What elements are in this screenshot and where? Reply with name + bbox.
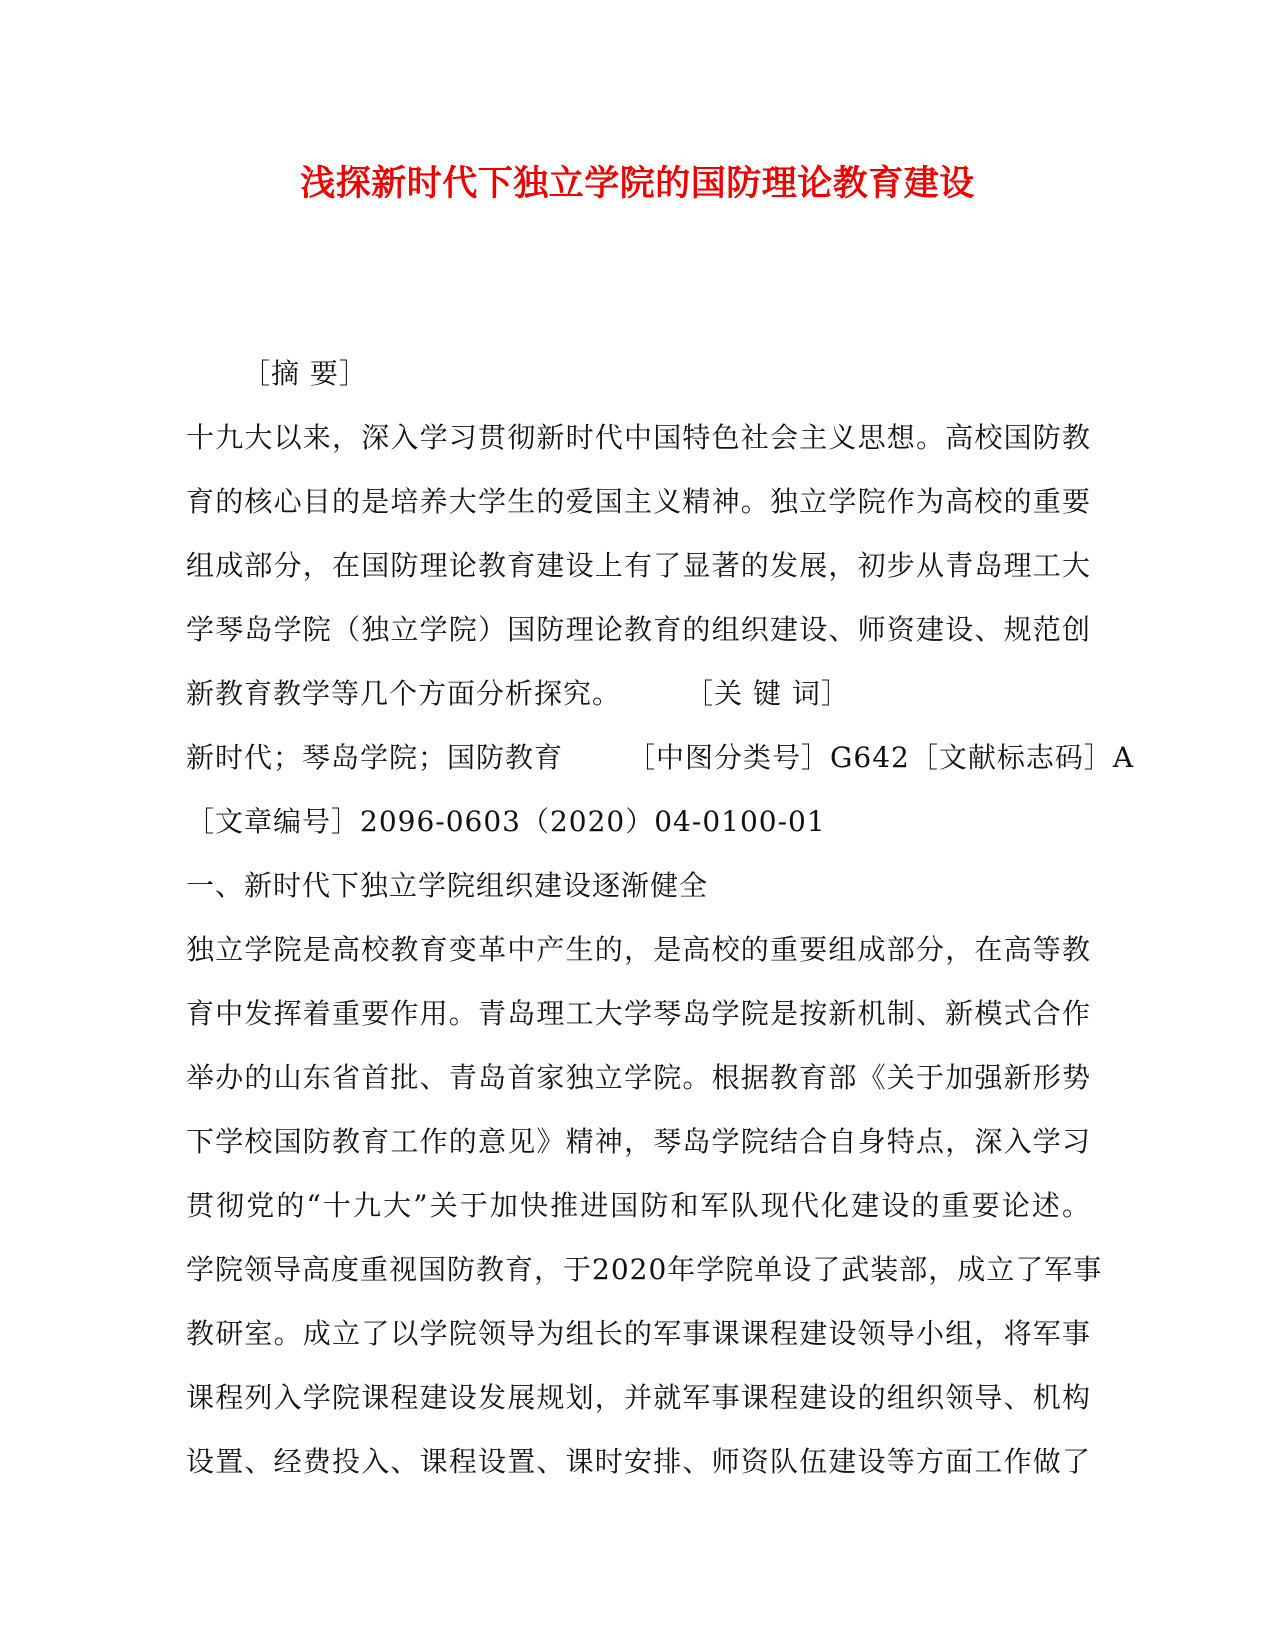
keywords-heading: ［关 键 词］ bbox=[685, 677, 850, 710]
paragraph-line: 育中发挥着重要作用。青岛理工大学琴岛学院是按新机制、新模式合作 bbox=[186, 997, 1091, 1030]
paragraph-line: 举办的山东省首批、青岛首家独立学院。根据教育部《关于加强新形势 bbox=[186, 1061, 1091, 1094]
abstract-heading: ［摘 要］ bbox=[242, 357, 368, 390]
keywords-line bbox=[186, 726, 1135, 790]
paragraph-line: 学院领导高度重视国防教育，于2020年学院单设了武装部，成立了军事 bbox=[186, 1253, 1103, 1286]
paragraph-line: 独立学院是高校教育变革中产生的，是高校的重要组成部分，在高等教 bbox=[186, 933, 1091, 966]
paragraph-line: 贯彻党的“十九大”关于加快推进国防和军队现代化建设的重要论述。 bbox=[186, 1189, 1091, 1222]
abstract-last-line bbox=[186, 662, 1091, 726]
keywords-text: 新时代；琴岛学院；国防教育 bbox=[186, 741, 564, 774]
article-number: ［文章编号］2096-0603（2020）04-0100-01 bbox=[186, 805, 826, 838]
abstract-line: 学琴岛学院（独立学院）国防理论教育的组织建设、师资建设、规范创 bbox=[186, 613, 1091, 646]
classification-text: ［中图分类号］G642［文献标志码］A bbox=[627, 741, 1135, 774]
section-heading: 一、新时代下独立学院组织建设逐渐健全 bbox=[186, 869, 709, 902]
paragraph-line: 课程列入学院课程建设发展规划，并就军事课程建设的组织领导、机构 bbox=[186, 1381, 1091, 1414]
document-body bbox=[186, 342, 1135, 1494]
paragraph-line: 下学校国防教育工作的意见》精神，琴岛学院结合自身特点，深入学习 bbox=[186, 1125, 1091, 1158]
abstract-line: 新教育教学等几个方面分析探究。 bbox=[186, 677, 622, 710]
paragraph-line: 设置、经费投入、课程设置、课时安排、师资队伍建设等方面工作做了 bbox=[186, 1445, 1091, 1478]
abstract-line: 育的核心目的是培养大学生的爱国主义精神。独立学院作为高校的重要 bbox=[186, 485, 1091, 518]
abstract-line: 十九大以来，深入学习贯彻新时代中国特色社会主义思想。高校国防教 bbox=[186, 421, 1091, 454]
document-title: 浅探新时代下独立学院的国防理论教育建设 bbox=[300, 163, 975, 204]
paragraph-line: 教研室。成立了以学院领导为组长的军事课课程建设领导小组，将军事 bbox=[186, 1317, 1091, 1350]
abstract-line: 组成部分，在国防理论教育建设上有了显著的发展，初步从青岛理工大 bbox=[186, 549, 1091, 582]
